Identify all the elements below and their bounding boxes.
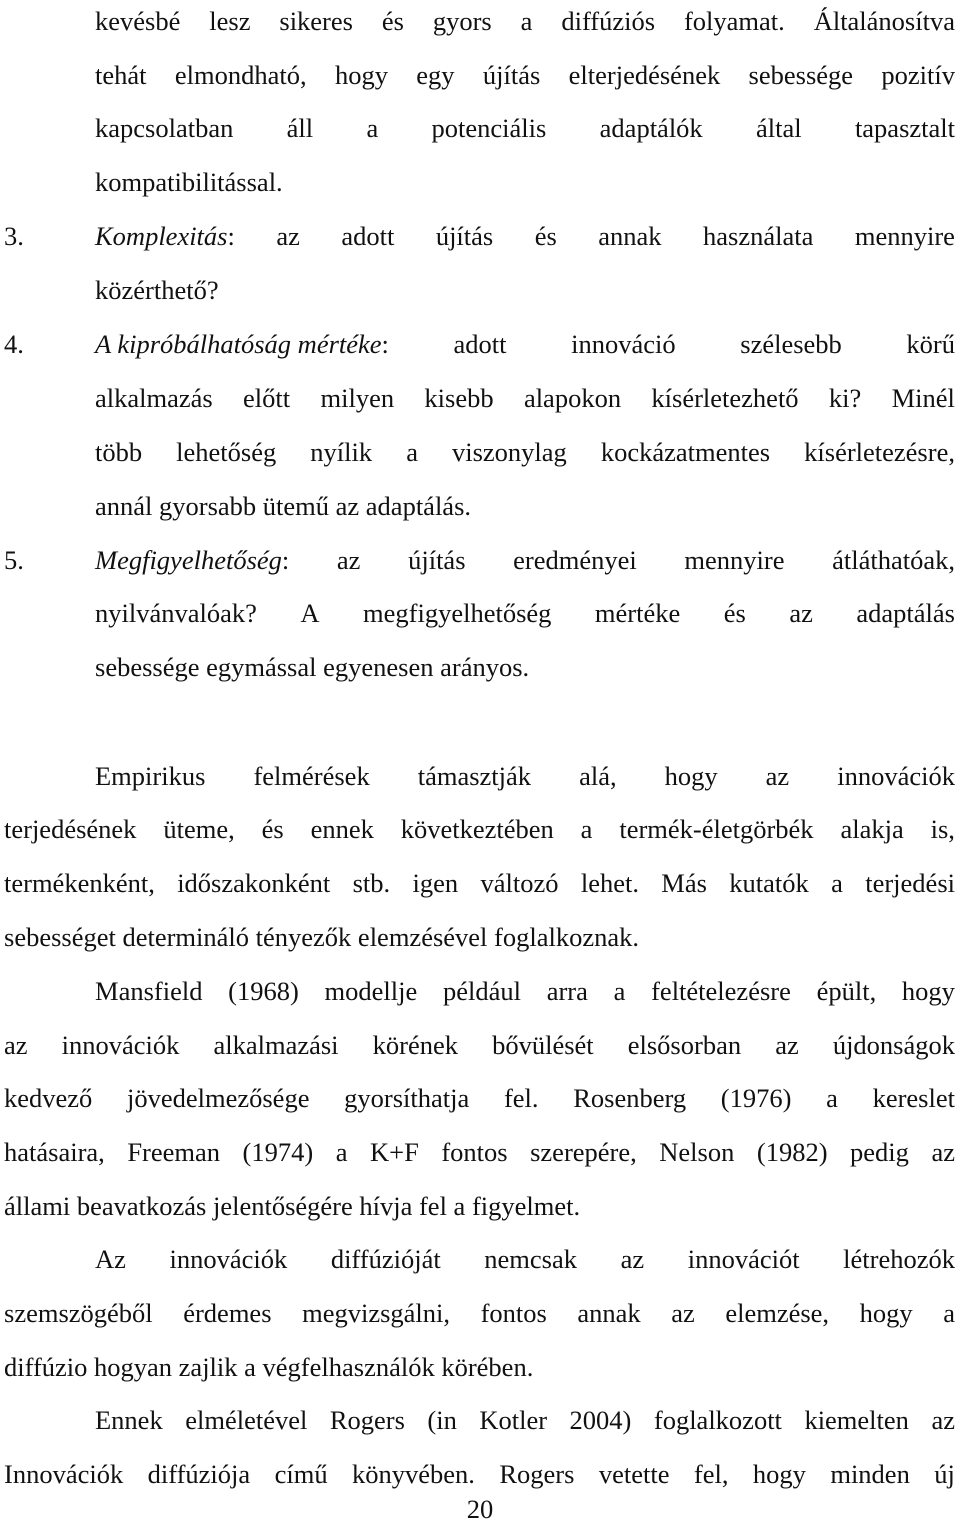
word: a xyxy=(406,437,418,467)
word: a xyxy=(520,6,533,36)
text-line: sebessége egymással egyenesen arányos. xyxy=(95,652,530,682)
word: stb. xyxy=(352,868,391,898)
word: hogy xyxy=(664,761,718,791)
word: diffúziója xyxy=(147,1459,251,1489)
word: innovációk xyxy=(61,1030,180,1060)
word: megfigyelhetőség xyxy=(363,598,552,628)
word: használata xyxy=(703,221,814,251)
word: az xyxy=(4,1030,28,1060)
word: igen xyxy=(412,868,459,898)
word: a xyxy=(580,814,593,844)
word: milyen xyxy=(320,383,395,413)
paragraph-line xyxy=(4,1032,955,1059)
text-line xyxy=(95,385,955,412)
word: című xyxy=(274,1459,328,1489)
punctuation: : xyxy=(281,545,290,575)
word: mértéke xyxy=(594,598,681,628)
word: lesz xyxy=(209,6,251,36)
word: létrehozók xyxy=(843,1244,955,1274)
word: pozitív xyxy=(881,60,955,90)
word: újítás xyxy=(408,545,466,575)
word: nemcsak xyxy=(484,1244,578,1274)
word: annak xyxy=(577,1298,641,1328)
word: (1974) xyxy=(242,1137,314,1167)
term-kiprobalhatosag: A kipróbálhatóság mértéke: xyxy=(95,329,389,359)
word: a xyxy=(335,1137,348,1167)
word: kedvező xyxy=(4,1083,93,1113)
list-number: 3. xyxy=(4,221,24,251)
word: ennek xyxy=(310,814,374,844)
word: Freeman xyxy=(127,1137,221,1167)
word: innovációt xyxy=(687,1244,800,1274)
paragraph-line xyxy=(95,978,955,1005)
word: újítás xyxy=(435,221,494,251)
word: Általánosítva xyxy=(813,6,955,36)
word: nyílik xyxy=(310,437,373,467)
word: adaptálók xyxy=(599,113,703,143)
word: által xyxy=(756,113,802,143)
list-item-term-line xyxy=(95,331,955,358)
word: alakja xyxy=(840,814,904,844)
word: terjedésének xyxy=(4,814,137,844)
word: (1976) xyxy=(720,1083,792,1113)
word: modellje xyxy=(324,976,418,1006)
word: mennyire xyxy=(684,545,785,575)
word: körének xyxy=(372,1030,458,1060)
word: annak xyxy=(598,221,662,251)
word: Rosenberg xyxy=(573,1083,687,1113)
word: bővülését xyxy=(492,1030,594,1060)
word: kapcsolatban xyxy=(95,113,234,143)
paragraph-line xyxy=(95,1407,955,1434)
word: üteme, xyxy=(163,814,235,844)
word: és xyxy=(534,221,557,251)
word: kisebb xyxy=(424,383,494,413)
list-item-term-line xyxy=(95,547,955,574)
text-line xyxy=(95,115,955,142)
word: felmérések xyxy=(253,761,370,791)
word: potenciális xyxy=(431,113,547,143)
text-line xyxy=(95,62,955,89)
paragraph-line: diffúzio hogyan zajlik a végfelhasználók körében. xyxy=(4,1352,534,1382)
word: az xyxy=(931,1405,955,1435)
word: körű xyxy=(906,329,955,359)
word: hogy xyxy=(334,60,388,90)
word: új xyxy=(934,1459,955,1489)
word: tapasztalt xyxy=(854,113,955,143)
word: foglalkozott xyxy=(653,1405,782,1435)
word: A xyxy=(300,598,320,628)
word: feltételezésre xyxy=(651,976,791,1006)
word: (1982) xyxy=(756,1137,828,1167)
word: fontos xyxy=(441,1137,508,1167)
word: terjedési xyxy=(865,868,955,898)
word: hogy xyxy=(752,1459,806,1489)
word: fontos xyxy=(480,1298,547,1328)
word: például xyxy=(443,976,521,1006)
word: Mansfield xyxy=(95,976,203,1006)
paragraph-line xyxy=(4,1461,955,1488)
word: Rogers xyxy=(329,1405,405,1435)
word: is, xyxy=(930,814,955,844)
paragraph-line xyxy=(4,1300,955,1327)
word: Nelson xyxy=(659,1137,735,1167)
word: következtében xyxy=(400,814,554,844)
word: a xyxy=(831,868,843,898)
word: érdemes xyxy=(183,1298,272,1328)
word: több xyxy=(95,437,143,467)
word: időszakonként xyxy=(177,868,331,898)
text-line: annál gyorsabb ütemű az adaptálás. xyxy=(95,491,472,521)
word: az xyxy=(671,1298,695,1328)
word: Innovációk xyxy=(4,1459,124,1489)
word: támasztják xyxy=(417,761,532,791)
word: hatásaira, xyxy=(4,1137,105,1167)
word: szemszögéből xyxy=(4,1298,153,1328)
word: újdonságok xyxy=(832,1030,955,1060)
word: és xyxy=(381,6,404,36)
word: sikeres xyxy=(279,6,353,36)
word: Minél xyxy=(891,383,955,413)
word: lehetőség xyxy=(176,437,277,467)
word: az xyxy=(765,761,790,791)
word: Az xyxy=(95,1244,126,1274)
word: arra xyxy=(546,976,588,1006)
word: és xyxy=(723,598,746,628)
word: kereslet xyxy=(872,1083,955,1113)
word: elterjedésének xyxy=(568,60,721,90)
paragraph-line: állami beavatkozás jelentőségére hívja fel a figyelmet. xyxy=(4,1191,581,1221)
word: a xyxy=(366,113,379,143)
paragraph-line xyxy=(4,1085,955,1112)
word: sebessége xyxy=(748,60,854,90)
word: fel, xyxy=(693,1459,729,1489)
word: elmondható, xyxy=(174,60,307,90)
word: adott xyxy=(341,221,395,251)
word: az xyxy=(276,221,300,251)
word: szerepére, xyxy=(530,1137,637,1167)
word: pedig xyxy=(850,1137,909,1167)
word: innováció xyxy=(571,329,676,359)
word: mennyire xyxy=(854,221,955,251)
term-komplexitas: Komplexitás: xyxy=(95,221,235,251)
word: a xyxy=(613,976,626,1006)
word: áll xyxy=(286,113,314,143)
word: 2004) xyxy=(569,1405,632,1435)
word: jövedelmezősége xyxy=(126,1083,310,1113)
text-line: kompatibilitással. xyxy=(95,167,283,197)
word: szélesebb xyxy=(740,329,842,359)
word: kevésbé xyxy=(95,6,181,36)
word: Ennek xyxy=(95,1405,163,1435)
word: Rogers xyxy=(499,1459,575,1489)
word: termékenként, xyxy=(4,868,155,898)
paragraph-line xyxy=(4,1139,955,1166)
word: tehát xyxy=(95,60,147,90)
word: a xyxy=(943,1298,955,1328)
text-line xyxy=(95,600,955,627)
word: változó xyxy=(480,868,559,898)
word: termék-életgörbék xyxy=(619,814,814,844)
paragraph-line: sebességet determináló tényezők elemzésével foglalkoznak. xyxy=(4,922,639,952)
word: Kotler xyxy=(479,1405,548,1435)
text-line xyxy=(95,8,955,35)
word: gyors xyxy=(432,6,492,36)
word: elméletével xyxy=(185,1405,308,1435)
word: adott xyxy=(453,329,507,359)
word: nyilvánvalóak? xyxy=(95,598,257,628)
word: kiemelten xyxy=(804,1405,909,1435)
paragraph-line xyxy=(95,1246,955,1273)
word: alá, xyxy=(579,761,617,791)
word: újítás xyxy=(482,60,541,90)
word: hogy xyxy=(901,976,955,1006)
word: innovációk xyxy=(837,761,955,791)
word: ki? xyxy=(828,383,862,413)
word: kutatók xyxy=(729,868,809,898)
word: épült, xyxy=(816,976,877,1006)
text-line: közérthető? xyxy=(95,275,219,305)
word: (1968) xyxy=(228,976,299,1006)
word: az xyxy=(931,1137,955,1167)
word: átláthatóak, xyxy=(832,545,955,575)
word: alkalmazási xyxy=(213,1030,339,1060)
word: a xyxy=(826,1083,838,1113)
word: elemzése, xyxy=(725,1298,830,1328)
word: kísérletezésre, xyxy=(804,437,955,467)
word: minden xyxy=(830,1459,910,1489)
word: gyorsíthatja xyxy=(344,1083,470,1113)
word: és xyxy=(261,814,284,844)
word: eredményei xyxy=(513,545,637,575)
word: lehet. xyxy=(580,868,639,898)
word: diffúzióját xyxy=(330,1244,441,1274)
word: Más xyxy=(661,868,707,898)
list-number: 5. xyxy=(4,545,24,575)
word: fel. xyxy=(503,1083,539,1113)
list-item-term-line xyxy=(95,223,955,250)
paragraph-line xyxy=(4,870,955,897)
word: adaptálás xyxy=(856,598,955,628)
word: egy xyxy=(416,60,455,90)
word: viszonylag xyxy=(452,437,567,467)
word: elsősorban xyxy=(627,1030,742,1060)
term-megfigyelhetoseg: Megfigyelhetőség: xyxy=(95,545,290,575)
word: előtt xyxy=(243,383,291,413)
word: megvizsgálni, xyxy=(302,1298,451,1328)
word: (in xyxy=(427,1405,457,1435)
word: vetette xyxy=(598,1459,670,1489)
word: K+F xyxy=(370,1137,419,1167)
word: Empirikus xyxy=(95,761,206,791)
punctuation: : xyxy=(227,221,235,251)
list-number: 4. xyxy=(4,329,24,359)
word: az xyxy=(789,598,813,628)
word: az xyxy=(620,1244,645,1274)
word: diffúziós xyxy=(561,6,656,36)
paragraph-line xyxy=(95,763,955,790)
word: hogy xyxy=(859,1298,913,1328)
page-number: 20 xyxy=(466,1494,494,1524)
word: alkalmazás xyxy=(95,383,213,413)
paragraph-line xyxy=(4,816,955,843)
word: folyamat. xyxy=(683,6,785,36)
word: az xyxy=(336,545,361,575)
word: kísérletezhető xyxy=(651,383,799,413)
word: kockázatmentes xyxy=(600,437,771,467)
word: az xyxy=(775,1030,799,1060)
word: innovációk xyxy=(169,1244,288,1274)
punctuation: : xyxy=(381,329,389,359)
word: alapokon xyxy=(523,383,622,413)
word: könyvében. xyxy=(352,1459,475,1489)
text-line xyxy=(95,439,955,466)
